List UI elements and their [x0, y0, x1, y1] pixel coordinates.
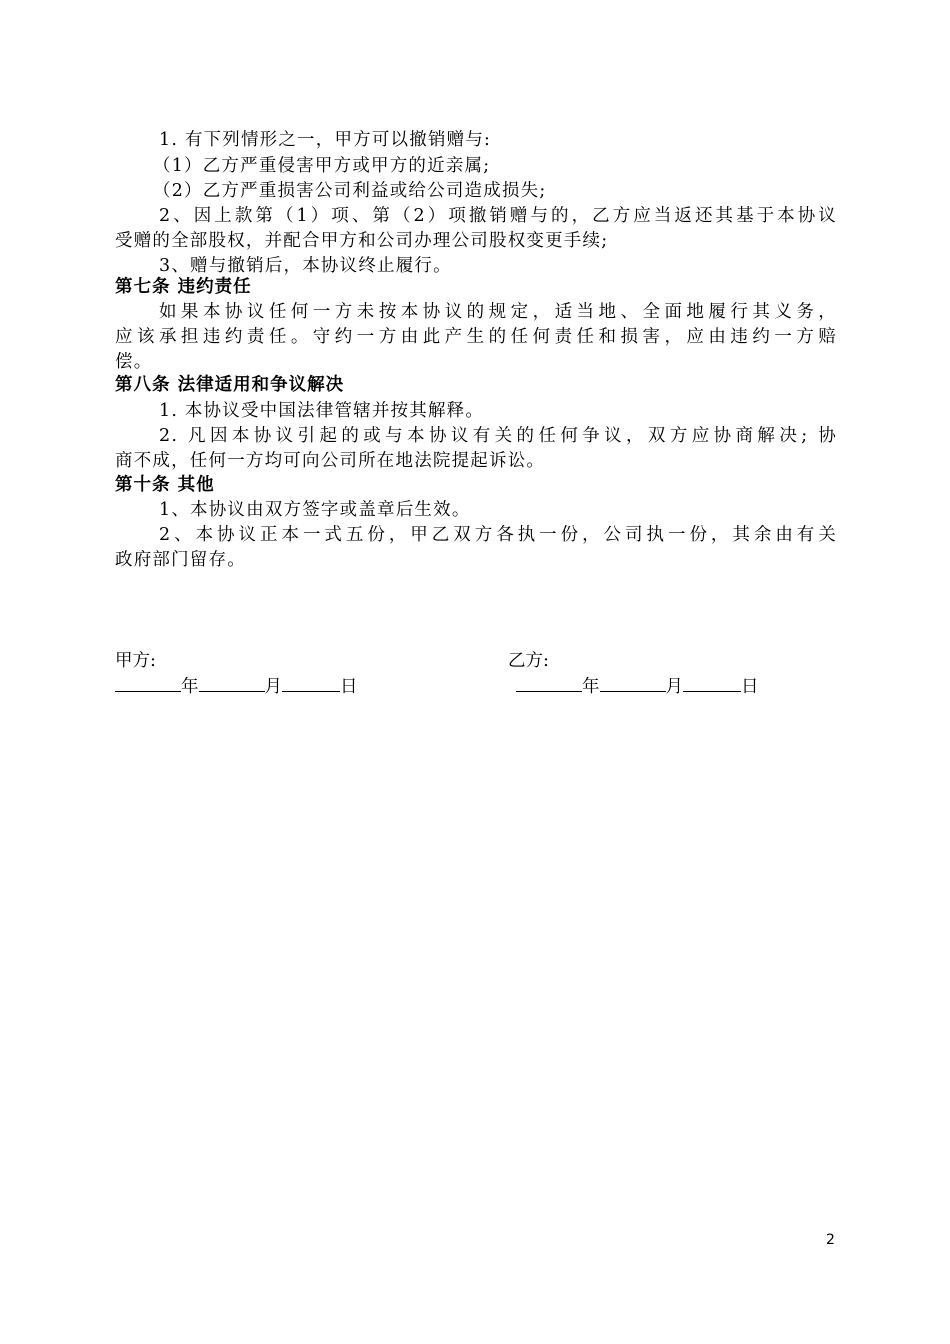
year-label: 年 — [181, 677, 199, 697]
day-blank — [282, 673, 340, 692]
clause-text: 受赠的全部股权，并配合甲方和公司办理公司股权变更手续; — [115, 231, 609, 251]
clause-text: 如果本协议任何一方未按本协议的规定，适当地、全面地履行其义务， — [159, 302, 837, 322]
year-blank — [516, 673, 582, 692]
clause-text: （2）乙方严重损害公司利益或给公司造成损失; — [153, 181, 547, 201]
clause-text: 应该承担违约责任。守约一方由此产生的任何责任和损害，应由违约一方赔 — [115, 327, 837, 347]
clause-text: 商不成，任何一方均可向公司所在地法院提起诉讼。 — [115, 451, 546, 471]
clause-text: 2、因上款第（1）项、第（2）项撤销赠与的，乙方应当返还其基于本协议 — [159, 206, 837, 226]
clause-text: 2. 凡因本协议引起的或与本协议有关的任何争议，双方应协商解决; 协 — [159, 426, 837, 446]
clause-text: 政府部门留存。 — [115, 550, 246, 570]
section-heading: 第十条 其他 — [115, 475, 215, 495]
party-a-date — [115, 673, 358, 700]
clause-text: （1）乙方严重侵害甲方或甲方的近亲属; — [153, 156, 491, 176]
day-label: 日 — [741, 677, 759, 697]
clause-text: 1、本协议由双方签字或盖章后生效。 — [159, 500, 471, 520]
day-blank — [683, 673, 741, 692]
clause-text: 1. 有下列情形之一，甲方可以撤销赠与: — [159, 130, 492, 150]
clause-text: 2、本协议正本一式五份，甲乙双方各执一份，公司执一份，其余由有关 — [159, 525, 837, 545]
party-b-label: 乙方: — [508, 651, 549, 671]
month-label: 月 — [264, 677, 282, 697]
clause-text: 3、赠与撤销后，本协议终止履行。 — [159, 256, 452, 276]
month-label: 月 — [665, 677, 683, 697]
day-label: 日 — [340, 677, 358, 697]
month-blank — [600, 673, 666, 692]
party-a-label: 甲方: — [115, 651, 156, 671]
section-heading: 第八条 法律适用和争议解决 — [115, 375, 345, 395]
year-label: 年 — [582, 677, 600, 697]
clause-text: 偿。 — [115, 352, 153, 372]
party-b-date — [516, 673, 759, 700]
page-number: 2 — [826, 1232, 835, 1248]
month-blank — [199, 673, 265, 692]
section-heading: 第七条 违约责任 — [115, 277, 252, 297]
year-blank — [115, 673, 181, 692]
clause-text: 1. 本协议受中国法律管辖并按其解释。 — [159, 401, 485, 421]
